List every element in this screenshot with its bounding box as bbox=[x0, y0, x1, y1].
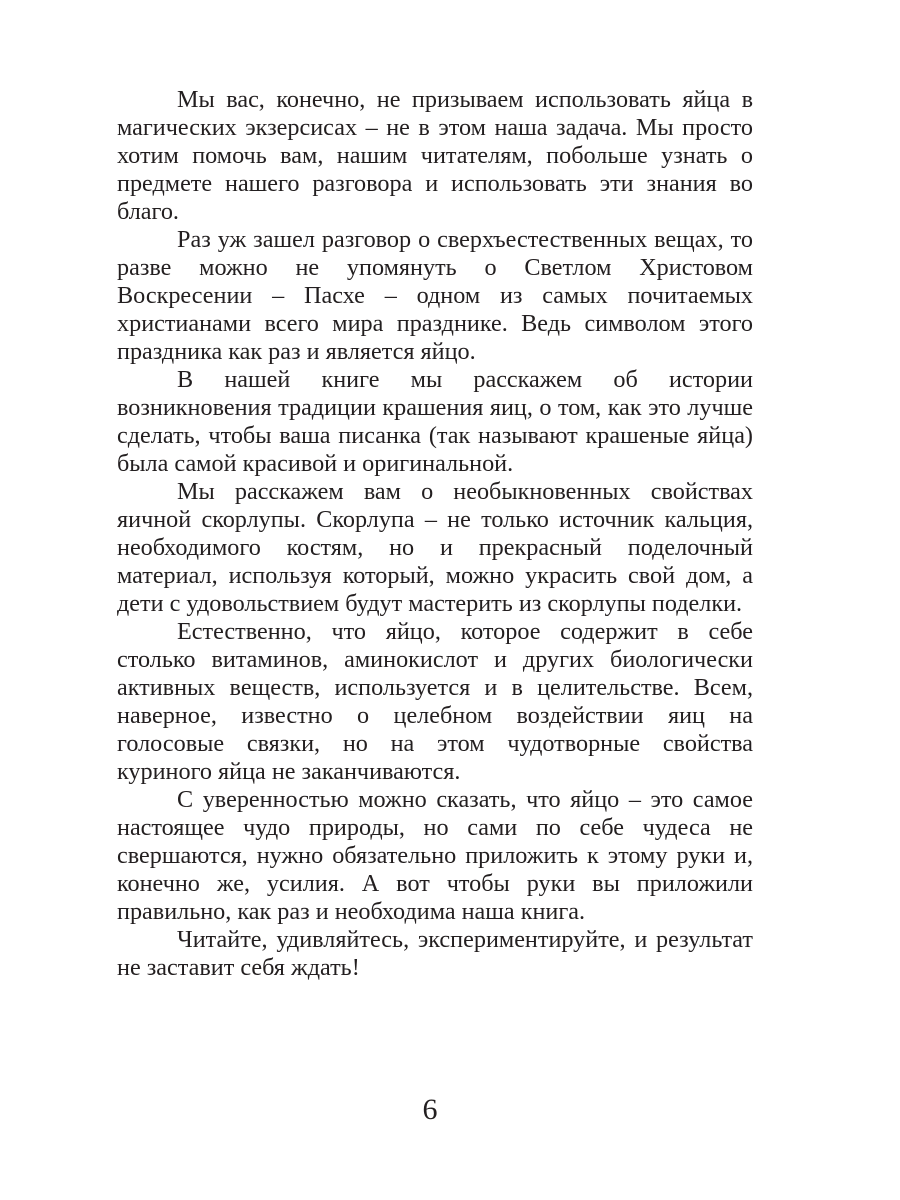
paragraph-2: Раз уж зашел разговор о сверхъестественных вещах, то разве можно не упомянуть о Светлом Христовом Воскресении – Пасхе – одном из самых почитаемых христианами всего мира празднике. Ведь символом этого праздника как раз и является яйцо. bbox=[117, 226, 753, 365]
paragraph-1: Мы вас, конечно, не призываем использовать яйца в магических экзерсисах – не в этом наша задача. Мы просто хотим помочь вам, нашим читателям, побольше узнать о предмете нашего разговора и использовать эти знания во благо. bbox=[117, 86, 753, 225]
paragraph-4: Мы расскажем вам о необыкновенных свойствах яичной скорлупы. Скорлупа – не только источник кальция, необходимого костям, но и прекрасный поделочный материал, используя который, можно украсить свой дом, а дети с удовольствием будут мастерить из скорлупы поделки. bbox=[117, 478, 753, 617]
page-number: 6 bbox=[422, 1093, 438, 1126]
paragraph-5: Естественно, что яйцо, которое содержит в себе столько витаминов, аминокислот и других биологически активных веществ, используется и в целительстве. Всем, наверное, известно о целебном воздействии яиц на голосовые связки, но на этом чудотворные свойства куриного яйца не заканчиваются. bbox=[117, 618, 753, 785]
page-body bbox=[117, 86, 753, 982]
paragraph-3: В нашей книге мы расскажем об истории возникновения традиции крашения яиц, о том, как это лучше сделать, чтобы ваша писанка (так называют крашеные яйца) была самой красивой и оригинальной. bbox=[117, 366, 753, 477]
paragraph-6: С уверенностью можно сказать, что яйцо – это самое настоящее чудо природы, но сами по себе чудеса не свершаются, нужно обязательно приложить к этому руки и, конечно же, усилия. А вот чтобы руки вы приложили правильно, как раз и необходима наша книга. bbox=[117, 786, 753, 925]
paragraph-7: Читайте, удивляйтесь, экспериментируйте, и результат не заставит себя ждать! bbox=[117, 926, 753, 981]
